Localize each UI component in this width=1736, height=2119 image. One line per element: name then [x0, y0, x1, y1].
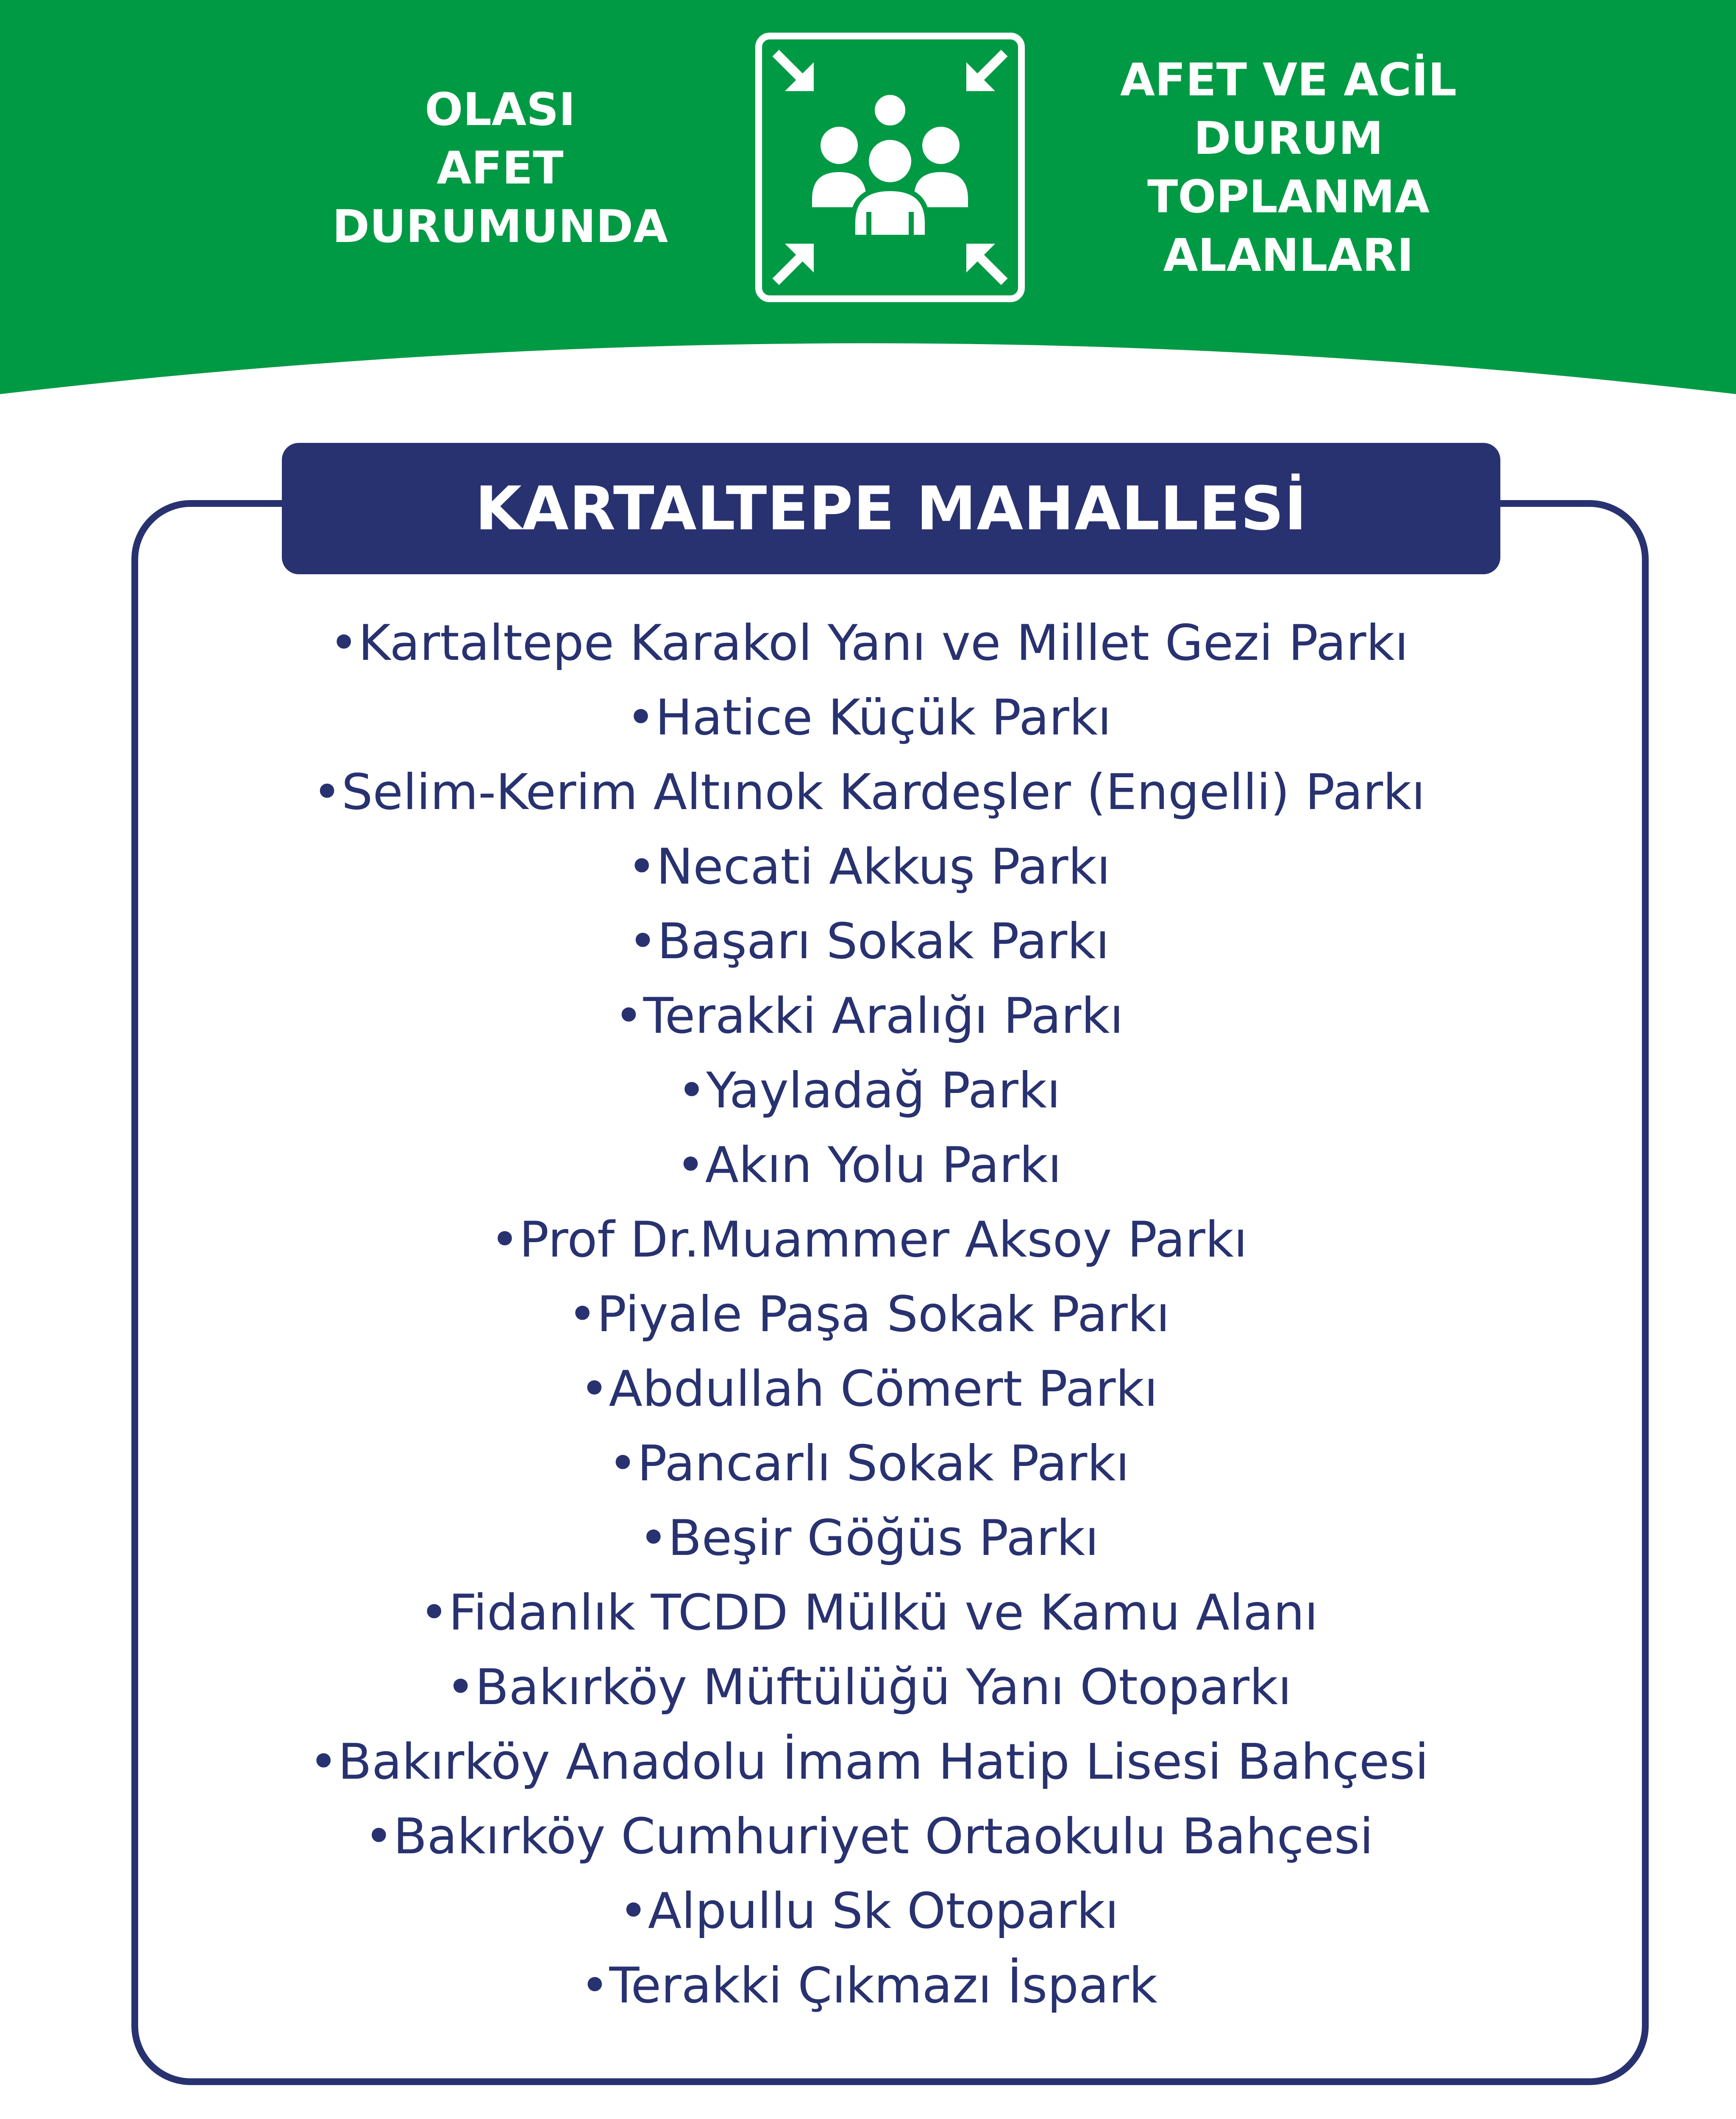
list-item: •Kartaltepe Karakol Yanı ve Millet Gezi Parkı: [329, 615, 1408, 672]
list-item: •Alpullu Sk Otoparkı: [619, 1883, 1119, 1940]
list-item: •Necati Akkuş Parkı: [627, 838, 1110, 895]
list-item: •Başarı Sokak Parkı: [628, 913, 1110, 970]
header-left-line: OLASI: [425, 83, 576, 136]
list-item: •Akın Yolu Parkı: [676, 1137, 1062, 1194]
list-item: •Terakki Çıkmazı İspark: [580, 1957, 1157, 2014]
neighborhood-title: KARTALTEPE MAHALLESİ: [475, 473, 1307, 544]
list-item: •Pancarlı Sokak Parkı: [608, 1435, 1130, 1492]
assembly-point-icon: [754, 32, 1026, 303]
list-item: •Hatice Küçük Parkı: [626, 689, 1112, 746]
list-item: •Prof Dr.Muammer Aksoy Parkı: [490, 1211, 1248, 1268]
list-item: •Abdullah Cömert Parkı: [580, 1360, 1158, 1418]
header-left-line: DURUMUNDA: [332, 200, 668, 253]
list-item: •Bakırköy Cumhuriyet Ortaokulu Bahçesi: [364, 1808, 1374, 1865]
list-item: •Terakki Aralığı Parkı: [614, 987, 1124, 1045]
list-item: •Piyale Paşa Sokak Parkı: [568, 1286, 1170, 1343]
header-right-line: ALANLARI: [1163, 229, 1414, 281]
header-left-text: [271, 81, 729, 256]
header-right-text: [1055, 51, 1522, 285]
list-item: •Bakırköy Müftülüğü Yanı Otoparkı: [446, 1659, 1292, 1716]
list-item: •Selim-Kerim Altınok Kardeşler (Engelli) Parkı: [312, 764, 1425, 821]
header-right-line: AFET VE ACİL: [1120, 54, 1457, 106]
header-right-line: TOPLANMA: [1147, 171, 1430, 223]
list-item: •Fidanlık TCDD Mülkü ve Kamu Alanı: [420, 1584, 1318, 1641]
list-item: •Bakırköy Anadolu İmam Hatip Lisesi Bahçesi: [309, 1733, 1429, 1791]
neighborhood-title-banner: [282, 443, 1500, 574]
header-right-line: DURUM: [1194, 112, 1383, 164]
list-item: •Beşir Göğüs Parkı: [639, 1510, 1099, 1567]
assembly-area-list: [136, 606, 1602, 2023]
header-left-line: AFET: [437, 142, 564, 194]
list-item: •Yayladağ Parkı: [677, 1062, 1061, 1119]
